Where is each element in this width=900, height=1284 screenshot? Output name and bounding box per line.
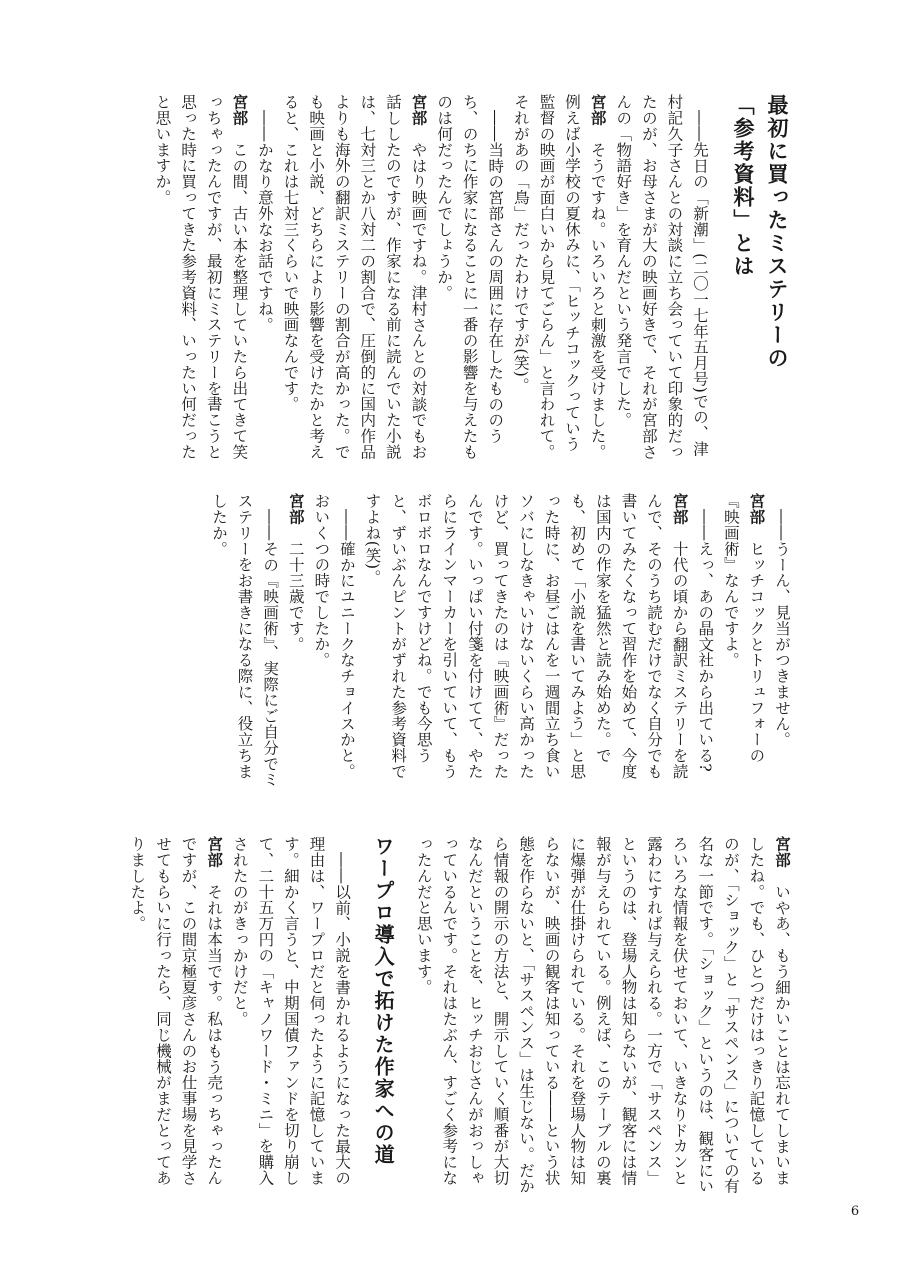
paragraph [149,94,251,460]
text-block-middle [104,493,794,793]
paragraph-text: やはり映画ですね。津村さんとの対談でもお話ししたのですが、作家になる前に読んでいた小説は、七対三とか八対二の割合で、圧倒的に国内作品よりも海外の翻訳ミステリーの割合が高かった。でも映画と小説、どちらにより影響を受けたかと考えると、これは七対三くらいで映画なんです。 [281,94,428,460]
paragraph [124,836,226,1198]
paragraph [277,94,431,460]
paragraph-text: ――かなり意外なお話ですね。 [255,109,274,333]
paragraph-text: ――当時の宮部さんの周囲に存在したもののうち、のちに作家になることに一番の影響を与えたものは何だったんでしょうか。 [435,94,505,460]
paragraph [610,94,712,460]
paragraph-text: ――えっ、あの晶文社から出ている? [696,508,715,772]
speaker-label: 宮部 [205,836,224,868]
paragraph [430,94,507,460]
text-block-bottom [104,836,794,1198]
section-heading [726,94,794,460]
speaker-label: 宮部 [409,94,428,126]
paragraph-text: ――以前、小説を書かれるようになった最大の理由は、ワープロだと伺ったように記憶しています。細かく言うと、中期国債ファンドを切り崩して、二十五万円の「キャノワード・ミニ」を購入されたのがきっかけだと。 [230,836,352,1186]
paragraph [308,493,359,793]
paragraph-text: ヒッチコックとトリュフォーの『映画術』なんですよ。 [721,493,766,764]
paragraph-text: ――その『映画術』、実際にご自分でミステリーをお書きになる際に、役立ちましたか。 [209,493,280,787]
page-number: 6 [850,1204,860,1219]
paragraph-text: ――先日の「新潮」(二〇一七年五月号)での、津村記久子さんとの対談に立ち会っていて印象的だったのが、お母さまが大の映画好きで、それが宮部さんの「物語好き」を育んだという発言でした。 [614,94,709,460]
paragraph [282,493,308,793]
paragraph [359,493,692,793]
speaker-label: 宮部 [588,94,607,126]
paragraph-text: いやあ、もう細かいことは忘れてしまいましたね。でも、ひとつだけはっきり記憶しているのが、「ショック」と「サスペンス」についての有名な一節です。「ショック」というのは、観客にいろいろな情報を伏せておいて、いきなりドカンと露わにすれば与えられる。一方で「サスペンス」というのは、登場人物は知らないが、観客には情報が与えられている。例えば、このテーブルの裏に爆弾が仕掛けられている。それを登場人物は知らないが、映画の観客は知っている――という状態を作らないと、「サスペンス」は生じない。だから情報の開示の方法と、開示していく順番が大切なんだということを、ヒッチおじさんがおっしゃっているんです。それはたぶん、すごく参考になったんだと思います。 [414,836,791,1194]
paragraph-text: ――うーん、見当がつきません。 [773,508,791,747]
paragraph [717,493,768,793]
paragraph-text: ――確かにユニークなチョイスかと。おいくつの時でしたか。 [312,493,356,779]
speaker-label: 宮部 [773,836,791,868]
paragraph-text: 十代の頃から翻訳ミステリーを読んで、そのうち読むだけでなく自分でも書いてみたくなって習作を始めて、今度は国内の作家を猛然と読み始めた。でも、初めて「小説を書いてみよう」と思った時に、お昼ごはんを一週間立ち食いソバにしなきゃいけないくらい高かったけど、買ってきたのは『映画術』だったんです。いっぱい付箋を付けてて、やたらにラインマーカーを引いていて、もうボロボロなんですけどね。でも今思うと、ずいぶんピントがずれた参考資料ですよね(笑)。 [363,493,689,780]
paragraph [507,94,609,460]
paragraph [410,836,794,1198]
paragraph [692,493,718,793]
text-block-top [104,94,794,460]
speaker-label: 宮部 [286,493,305,525]
section-heading-line1: 最初に買ったミステリーの [765,94,789,370]
paragraph [768,493,794,793]
paragraph-text: 二十三歳です。 [286,540,305,653]
paragraph-text: それは本当です。私はもう売っちゃったんですが、この間京極夏彦さんのお仕事場を見学させてもらいに行ったら、同じ機械がまだとってありましたよ。 [128,836,224,1186]
paragraph-text: そうですね。いろいろと刺激を受けました。例えば小学校の夏休みに、「ヒッチコックっていう監督の映画が面白いから見てごらん」と言われて。それがあの「鳥」だったわけですが(笑)。 [511,94,607,460]
speaker-label: 宮部 [747,493,766,525]
paragraph [205,493,282,793]
paragraph [251,94,277,460]
subsection-heading: ワープロ導入で拓けた作家への道 [371,836,396,1166]
speaker-label: 宮部 [230,94,249,126]
section-heading-line2: 「参考資料」とは [731,94,755,278]
paragraph-text: この間、古い本を整理していたら出てきて笑っちゃったんですが、最初にミステリーを書こうと思った時に買ってきた参考資料、いったい何だったと思いますか。 [153,94,249,460]
paragraph [226,836,354,1198]
speaker-label: 宮部 [670,493,689,525]
